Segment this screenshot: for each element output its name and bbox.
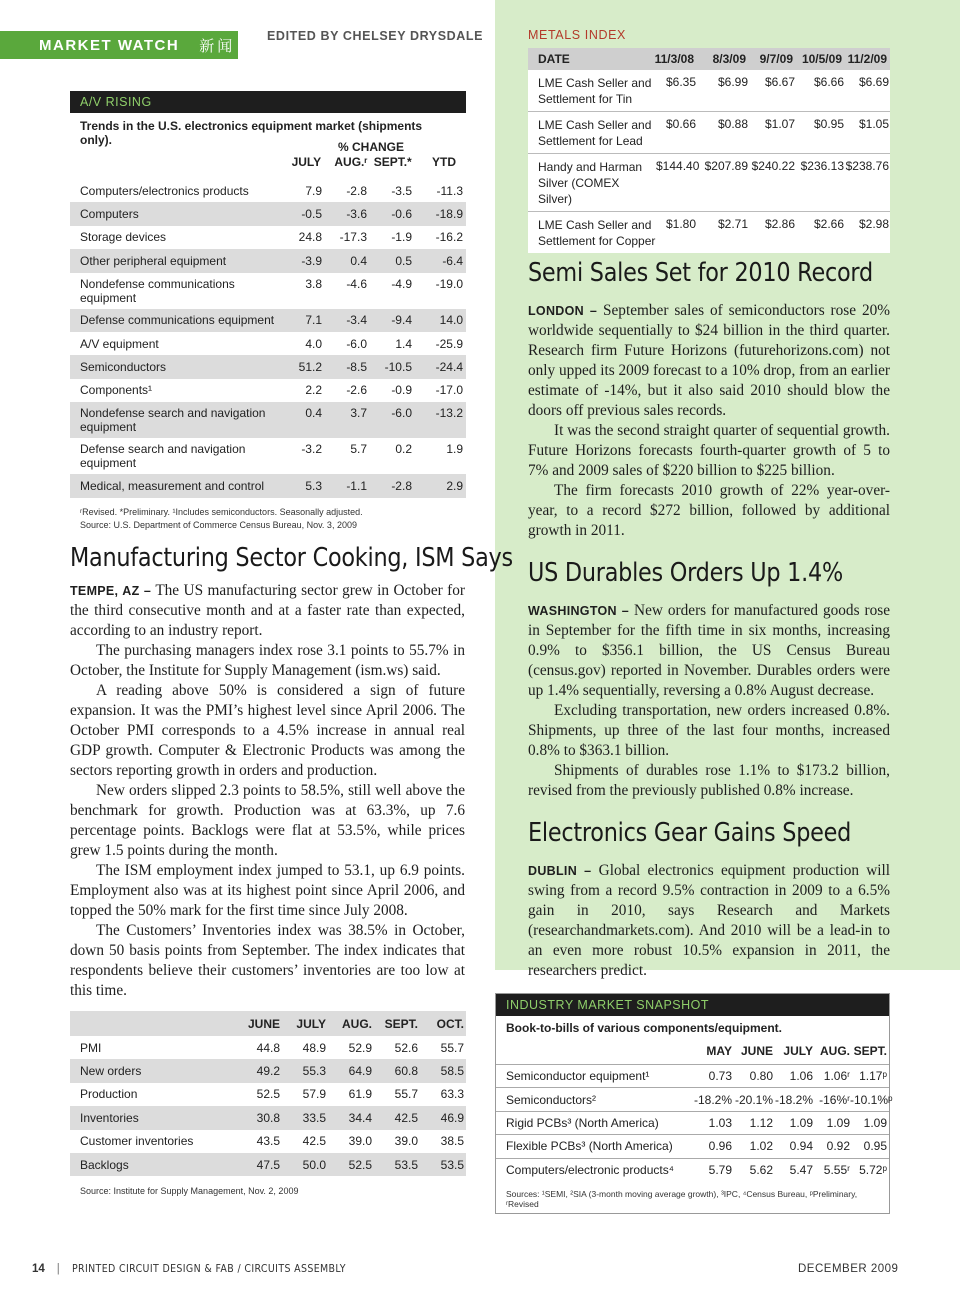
gear-article	[528, 861, 890, 981]
row-value: 1.9	[446, 442, 463, 457]
row-value: 0.80	[749, 1069, 773, 1084]
row-value: $6.67	[764, 75, 795, 89]
row-value: 39.0	[394, 1134, 418, 1149]
row-value: 1.02	[749, 1139, 773, 1154]
column-header: 11/2/09	[847, 52, 887, 66]
row-value: 0.2	[395, 442, 412, 457]
row-value: -4.9	[391, 276, 412, 291]
section-title: MARKET WATCH	[39, 36, 180, 54]
table-source: Source: U.S. Department of Commerce Census Bureau, Nov. 3, 2009	[80, 519, 357, 530]
row-label: Defense search and navigation equipment	[80, 442, 246, 471]
footer-divider: |	[56, 1263, 60, 1275]
row-value: -16.2	[435, 230, 463, 245]
row-value: -2.8	[391, 478, 412, 493]
row-value: $6.99	[717, 75, 748, 89]
row-value: 0.4	[350, 253, 367, 268]
row-value: 1.12	[749, 1115, 773, 1130]
row-value: -20.1%	[734, 1092, 773, 1107]
column-header: 9/7/09	[759, 52, 793, 66]
table-subtitle: Book-to-bills of various components/equipment.	[506, 1021, 783, 1035]
dateline: TEMPE, AZ –	[70, 584, 152, 598]
row-value: 43.5	[256, 1134, 280, 1149]
row-label: Nondefense communications equipment	[80, 276, 235, 305]
row-value: 0.95	[863, 1139, 887, 1154]
row-value: -0.5	[301, 207, 322, 222]
row-label: Handy and Harman Silver (COMEX Silver)	[538, 160, 643, 206]
row-value: -6.0	[346, 336, 367, 351]
row-value: 53.5	[440, 1157, 464, 1172]
row-value: $1.05	[858, 117, 889, 131]
section-title-chinese: 新闻	[199, 36, 236, 55]
table-row	[496, 1134, 889, 1157]
column-header: JULY	[296, 1016, 326, 1031]
row-value: 1.06ʳ	[823, 1069, 850, 1084]
table-row	[70, 1106, 466, 1129]
row-value: 55.3	[302, 1064, 326, 1079]
row-value: $238.76	[845, 159, 889, 173]
column-header: 11/3/08	[654, 52, 694, 66]
row-value: 4.0	[305, 336, 322, 351]
row-value: 51.2	[298, 360, 322, 375]
paragraph: The purchasing managers index rose 3.1 points to 55.7% in October, the Institute for Supply Management (ism.ws) said.	[70, 642, 465, 679]
table-header	[70, 1011, 466, 1036]
row-value: 52.5	[348, 1157, 372, 1172]
metals-index-title: METALS INDEX	[528, 28, 626, 42]
row-value: 55.7	[440, 1040, 464, 1055]
row-label: Other peripheral equipment	[80, 253, 227, 268]
row-value: 44.8	[256, 1040, 280, 1055]
table-row	[528, 70, 890, 111]
column-header: AUG.ʳ	[334, 155, 368, 169]
paragraph: Global electronics equipment production will swing from a record 9.5% contraction in 2009 to a 6.5% gain in 2010, says Research and Markets (researchandmarkets.com). And 2010 will be a lead-in to an even more robust 10.5% expansion in 2011, the researchers predict.	[528, 862, 891, 979]
row-value: 1.03	[708, 1115, 732, 1130]
row-value: -16%ʳ	[819, 1092, 850, 1107]
row-value: 5.79	[708, 1162, 732, 1177]
row-value: $144.40	[656, 159, 700, 173]
row-value: 1.06	[789, 1069, 813, 1084]
row-value: -13.2	[435, 406, 463, 421]
row-value: $240.22	[751, 159, 795, 173]
paragraph: The US manufacturing sector grew in October for the third consecutive month and at a faster rate than expected, according to an industry report.	[70, 582, 465, 639]
table-row	[70, 202, 466, 225]
row-value: -1.1	[346, 478, 367, 493]
ism-article	[70, 581, 465, 1001]
table-row	[528, 211, 890, 253]
column-header: SEPT.	[384, 1016, 418, 1031]
table-row	[70, 402, 466, 438]
publication-name: PRINTED CIRCUIT DESIGN & FAB / CIRCUITS ASSEMBLY	[71, 1263, 346, 1275]
row-value: $2.86	[764, 217, 795, 231]
row-label: Computers/electronics products	[80, 183, 249, 198]
row-value: -18.9	[435, 207, 463, 222]
row-value: -24.4	[435, 360, 463, 375]
paragraph: A reading above 50% is considered a sign of future expansion. It was the PMI’s highest level since April 2006. The October PMI corresponds to a 4.5% increase in annual real GDP growth. Computer & Electronic Products was among the sectors reporting growth in orders and production.	[70, 682, 465, 779]
table-subtitle: Trends in the U.S. electronics equipment market (shipments only).	[80, 119, 423, 147]
column-header: OCT.	[436, 1016, 464, 1031]
row-value: $1.07	[764, 117, 795, 131]
row-label: LME Cash Seller and Settlement for Tin	[538, 76, 652, 106]
row-value: 5.47	[789, 1162, 813, 1177]
row-value: 14.0	[439, 313, 463, 328]
section-tab	[0, 31, 238, 59]
table-row	[70, 379, 466, 402]
durables-headline: US Durables Orders Up 1.4%	[528, 558, 843, 588]
market-snapshot-table	[495, 993, 893, 1214]
column-header: JUNE	[247, 1016, 280, 1031]
row-value: 47.5	[256, 1157, 280, 1172]
row-label: Semiconductors	[80, 360, 167, 375]
row-value: 7.1	[305, 313, 322, 328]
row-value: 1.09	[863, 1115, 887, 1130]
editor-credit: EDITED BY CHELSEY DRYSDALE	[267, 29, 484, 43]
column-header: MAY	[706, 1044, 732, 1058]
row-value: -8.5	[346, 360, 367, 375]
row-label: Semiconductors²	[506, 1092, 597, 1107]
table-row	[70, 355, 466, 378]
row-value: 39.0	[348, 1134, 372, 1149]
row-value: 34.4	[348, 1110, 372, 1125]
row-value: $6.35	[665, 75, 696, 89]
row-value: -3.6	[346, 207, 367, 222]
row-label: Semiconductor equipment¹	[506, 1069, 650, 1084]
gear-headline: Electronics Gear Gains Speed	[528, 818, 852, 848]
row-value: 52.6	[394, 1040, 418, 1055]
row-value: -17.0	[435, 383, 463, 398]
row-value: -18.2%	[774, 1092, 813, 1107]
row-value: -17.3	[339, 230, 367, 245]
row-value: 52.9	[348, 1040, 372, 1055]
table-header	[70, 137, 466, 179]
row-label: Customer inventories	[80, 1134, 194, 1149]
row-value: -2.8	[346, 183, 367, 198]
durables-article	[528, 601, 890, 801]
table-row	[70, 273, 466, 309]
pct-change-label: % CHANGE	[338, 140, 405, 154]
column-header: 8/3/09	[712, 52, 746, 66]
paragraph: September sales of semiconductors rose 20% worldwide sequentially to $24 billion in the third quarter. Research firm Future Horizons (futurehorizons.com) not only upped its 2009 forecast to a 10% drop, from an earlier estimate of -14%, but it also said 2010 should blow the doors off previous sales records.	[528, 302, 890, 419]
table-row	[70, 226, 466, 249]
row-value: 57.9	[302, 1087, 326, 1102]
row-value: 3.8	[305, 276, 322, 291]
row-value: -3.9	[301, 253, 322, 268]
table-title: INDUSTRY MARKET SNAPSHOT	[496, 994, 889, 1016]
row-label: Computers/electronic products⁴	[506, 1162, 674, 1177]
ism-table	[70, 1011, 466, 1196]
row-value: 0.4	[305, 406, 322, 421]
table-source: Sources: ¹SEMI, ²SIA (3-month moving average growth), ³IPC, ⁴Census Bureau, ᵖPreliminary, ʳRevised	[506, 1188, 858, 1209]
table-footnote: ʳRevised. *Preliminary. ¹Includes semiconductors. Seasonally adjusted.	[80, 506, 363, 517]
dateline: WASHINGTON –	[528, 604, 630, 618]
row-label: Defense communications equipment	[80, 313, 275, 328]
row-label: Flexible PCBs³ (North America)	[506, 1139, 673, 1154]
row-value: $6.66	[813, 75, 844, 89]
row-value: -3.2	[301, 442, 322, 457]
row-value: 42.5	[394, 1110, 418, 1125]
row-label: Nondefense search and navigation equipment	[80, 406, 266, 435]
row-value: -19.0	[435, 276, 463, 291]
row-value: 63.3	[440, 1087, 464, 1102]
row-value: -1.9	[391, 230, 412, 245]
column-header: AUG.	[820, 1044, 850, 1058]
row-label: Backlogs	[80, 1157, 129, 1172]
row-label: Medical, measurement and control	[80, 478, 265, 493]
table-row	[70, 438, 466, 474]
row-value: 38.5	[440, 1134, 464, 1149]
row-label: Inventories	[80, 1110, 139, 1125]
row-value: $2.98	[858, 217, 889, 231]
row-value: -6.0	[391, 406, 412, 421]
row-value: 5.72ᵖ	[859, 1162, 887, 1177]
row-value: 2.2	[305, 383, 322, 398]
table-row	[70, 332, 466, 355]
table-row	[496, 1087, 893, 1110]
row-label: Production	[80, 1087, 138, 1102]
column-header: AUG.	[342, 1016, 372, 1031]
row-value: 0.94	[789, 1139, 813, 1154]
table-source: Source: Institute for Supply Management, Nov. 2, 2009	[80, 1186, 299, 1197]
paragraph: It was the second straight quarter of sequential growth. Future Horizons forecasts fourth-quarter growth of 5 to 7% and 2009 sales of $220 billion to $225 billion.	[528, 422, 891, 479]
row-value: 52.5	[256, 1087, 280, 1102]
row-value: 0.73	[708, 1069, 732, 1084]
row-value: 5.55ʳ	[823, 1162, 850, 1177]
column-header: 10/5/09	[801, 52, 842, 66]
table-row	[70, 179, 466, 202]
row-value: 1.09	[789, 1115, 813, 1130]
row-value: 1.09	[826, 1115, 850, 1130]
table-row	[70, 249, 466, 272]
row-value: 58.5	[440, 1064, 464, 1079]
row-value: 0.5	[395, 253, 412, 268]
column-header: DATE	[538, 52, 570, 66]
row-value: -0.6	[391, 207, 412, 222]
row-label: PMI	[80, 1040, 102, 1055]
table-row	[496, 1064, 889, 1087]
row-value: -25.9	[435, 336, 463, 351]
table-row	[528, 111, 890, 153]
column-header: JULY	[783, 1044, 813, 1058]
table-row	[528, 153, 890, 211]
table-row	[70, 1153, 466, 1176]
row-value: 3.7	[350, 406, 367, 421]
row-value: 5.7	[350, 442, 367, 457]
row-value: 49.2	[256, 1064, 280, 1079]
issue-date: DECEMBER 2009	[798, 1263, 899, 1275]
paragraph: The Customers’ Inventories index was 38.5% in October, down 50 basis points from September. The index indicates that respondents believe their customers’ inventories are too low at this time.	[70, 922, 465, 999]
row-value: -0.9	[391, 383, 412, 398]
row-value: 50.0	[302, 1157, 326, 1172]
metals-index-table	[528, 48, 890, 253]
row-value: 1.4	[395, 336, 412, 351]
table-row	[70, 1083, 466, 1106]
row-value: -9.4	[391, 313, 412, 328]
row-value: 5.62	[749, 1162, 773, 1177]
column-header: SEPT.*	[373, 155, 412, 169]
table-row	[70, 474, 466, 497]
paragraph: The ISM employment index jumped to 53.1, up 6.9 points. Employment also was at its highest point since April 2006, and topped the 50% mark for the first time since July 2008.	[70, 862, 465, 919]
paragraph: Shipments of durables rose 1.1% to $173.2 billion, revised from the previously published 0.8% increase.	[528, 762, 890, 799]
paragraph: Excluding transportation, new orders increased 0.8%. Shipments, up three of the last four months, increased 0.8% to $363.1 billion.	[528, 702, 890, 759]
table-row	[70, 1036, 466, 1059]
row-label: LME Cash Seller and Settlement for Copper	[538, 218, 656, 248]
row-value: -2.6	[346, 383, 367, 398]
table-row	[70, 1059, 466, 1082]
row-label: Computers	[80, 207, 139, 222]
dateline: LONDON –	[528, 304, 598, 318]
row-label: LME Cash Seller and Settlement for Lead	[538, 118, 652, 148]
row-value: 60.8	[394, 1064, 418, 1079]
row-value: 5.3	[305, 478, 322, 493]
table-row	[496, 1111, 889, 1134]
column-header: JULY	[291, 155, 322, 169]
column-header: SEPT.	[853, 1044, 887, 1058]
row-value: 2.9	[446, 478, 463, 493]
row-value: -3.5	[391, 183, 412, 198]
table-row	[70, 1130, 466, 1153]
row-value: -10.5	[384, 360, 412, 375]
row-value: 42.5	[302, 1134, 326, 1149]
row-value: 24.8	[298, 230, 322, 245]
row-value: 30.8	[256, 1110, 280, 1125]
paragraph: New orders slipped 2.3 points to 58.5%, still well above the benchmark for growth. Production was at 63.3%, up 7.6 percentage points. Backlogs were flat at 53.5%, while prices grew 1.5 points during the month.	[70, 782, 465, 859]
paragraph: The firm forecasts 2010 growth of 22% year-over-year, to a record $272 billion, followed by additional growth in 2011.	[528, 482, 890, 539]
row-value: $236.13	[800, 159, 844, 173]
row-value: 46.9	[440, 1110, 464, 1125]
row-value: -11.3	[436, 183, 463, 198]
row-value: $207.89	[704, 159, 748, 173]
row-value: 33.5	[302, 1110, 326, 1125]
row-value: $2.71	[717, 217, 748, 231]
row-label: New orders	[80, 1064, 142, 1079]
row-value: 7.9	[305, 183, 322, 198]
row-label: Storage devices	[80, 230, 167, 245]
semi-article	[528, 301, 890, 541]
row-label: Components¹	[80, 383, 153, 398]
row-value: $1.80	[665, 217, 696, 231]
row-value: $0.88	[717, 117, 748, 131]
column-header: YTD	[432, 155, 457, 169]
column-header: JUNE	[740, 1044, 773, 1058]
semi-headline: Semi Sales Set for 2010 Record	[528, 258, 873, 288]
table-header	[528, 48, 890, 70]
dateline: DUBLIN –	[528, 864, 592, 878]
table-header	[496, 1038, 889, 1064]
row-value: -10.1%ᵖ	[850, 1092, 893, 1107]
row-value: 0.92	[826, 1139, 850, 1154]
row-value: 61.9	[348, 1087, 372, 1102]
table-row	[70, 309, 466, 332]
row-value: -4.6	[346, 276, 367, 291]
paragraph: New orders for manufactured goods rose in September for the fifth time in six months, increasing 0.9% to $356.1 billion, the US Census Bureau (census.gov) reported in November. Durables orders were up 1.4% sequentially, reversing a 0.8% August decrease.	[528, 602, 890, 699]
row-value: $0.66	[665, 117, 696, 131]
row-value: $0.95	[813, 117, 844, 131]
row-value: 48.9	[302, 1040, 326, 1055]
row-value: $6.69	[858, 75, 889, 89]
row-value: -6.4	[442, 253, 463, 268]
table-row	[496, 1158, 889, 1181]
row-value: 53.5	[394, 1157, 418, 1172]
row-value: $2.66	[813, 217, 844, 231]
page-number: 14	[32, 1263, 45, 1275]
row-value: 64.9	[348, 1064, 372, 1079]
ism-headline: Manufacturing Sector Cooking, ISM Says	[70, 543, 513, 573]
av-rising-table	[70, 91, 466, 532]
footer-left	[32, 1263, 376, 1275]
row-value: -18.2%	[693, 1092, 732, 1107]
row-value: 0.96	[708, 1139, 732, 1154]
row-value: 1.17ᵖ	[859, 1069, 887, 1084]
row-value: -3.4	[346, 313, 367, 328]
row-label: Rigid PCBs³ (North America)	[506, 1115, 659, 1130]
table-title: A/V RISING	[70, 91, 466, 113]
row-value: 55.7	[394, 1087, 418, 1102]
row-label: A/V equipment	[80, 336, 159, 351]
